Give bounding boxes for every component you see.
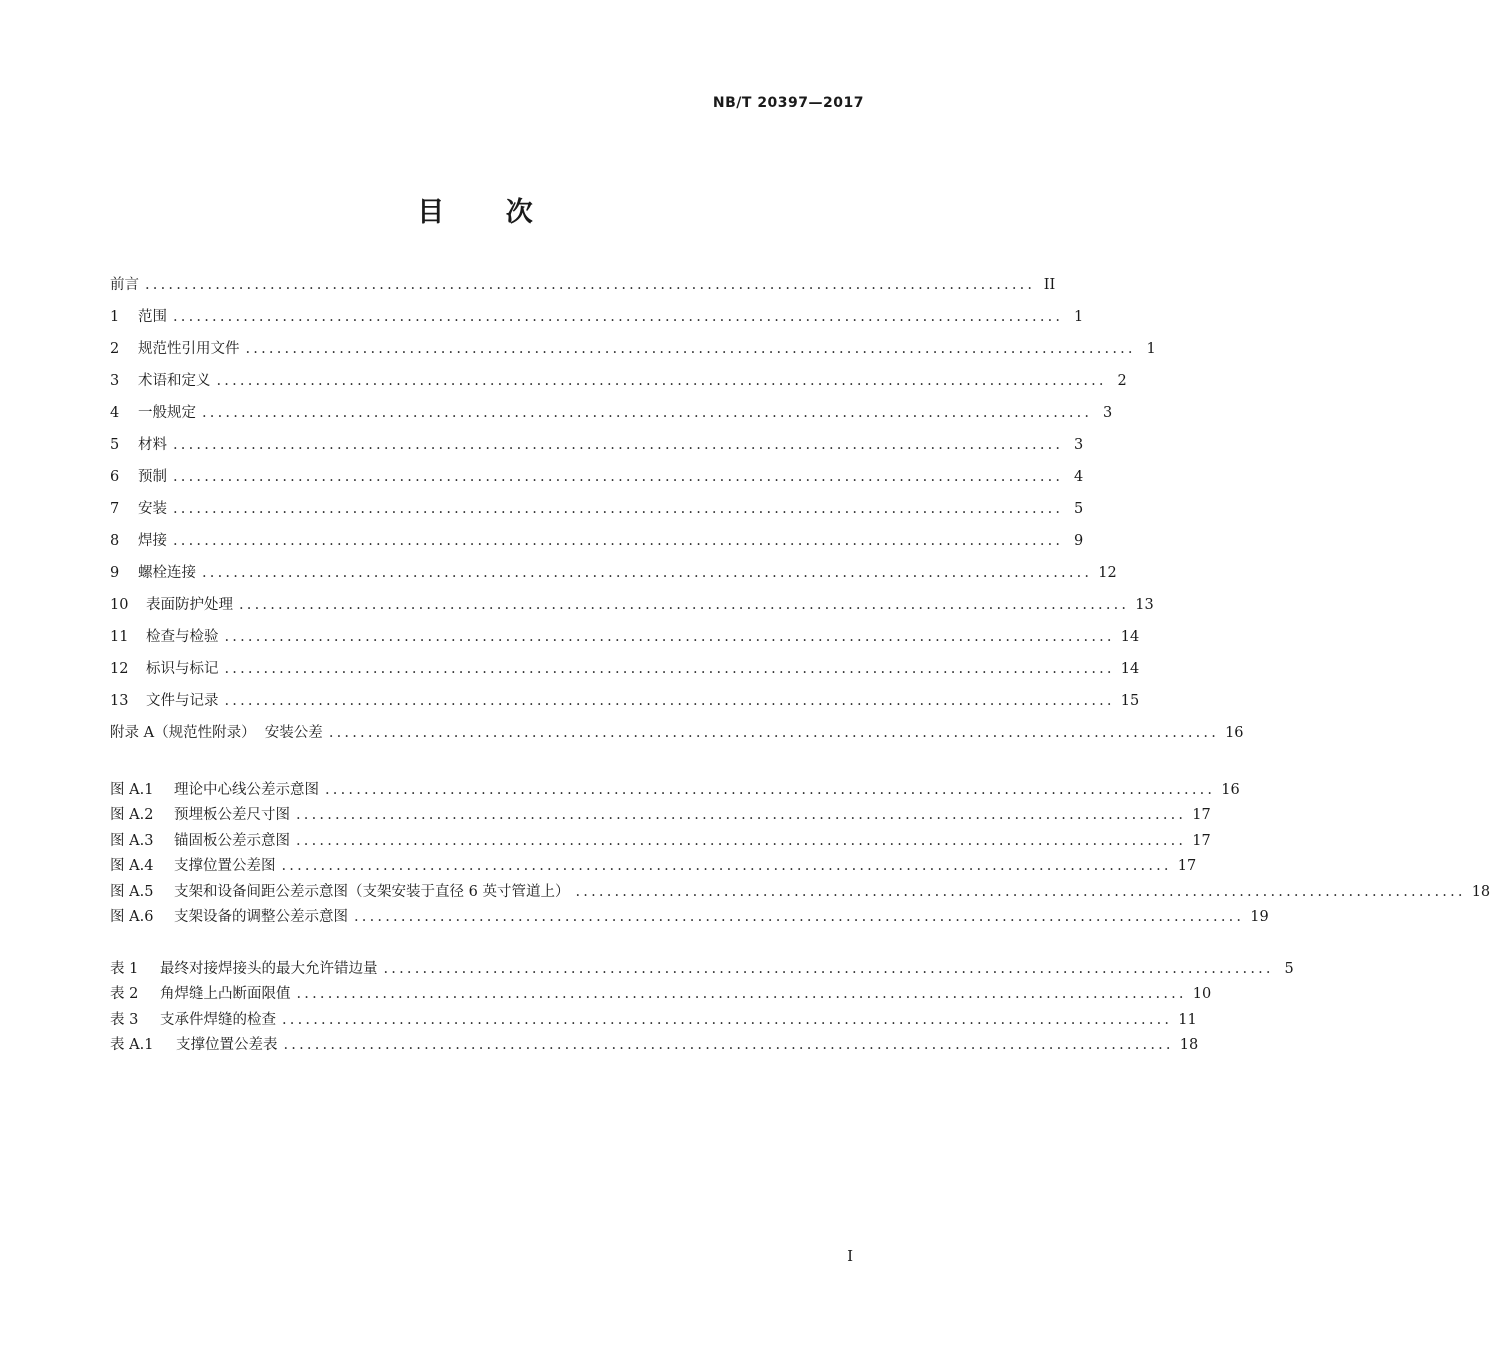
toc-entry[interactable]: 12 标识与标记 .................................................................................................................. 14: [110, 661, 1140, 677]
toc-entry[interactable]: 13 文件与记录 .................................................................................................................. 15: [110, 693, 1140, 709]
table-entry[interactable]: 表 2 角焊缝上凸断面限值 .................................................................................................................. 10: [110, 986, 1212, 1002]
standard-code: NB/T 20397—2017: [712, 95, 864, 111]
table-entry[interactable]: 表 3 支承件焊缝的检查 .................................................................................................................. 11: [110, 1012, 1197, 1028]
toc-entry[interactable]: 5 材料 .................................................................................................................. 3: [110, 437, 1084, 453]
toc-entry[interactable]: 11 检查与检验 .................................................................................................................. 14: [110, 629, 1140, 645]
toc-entry[interactable]: 7 安装 .................................................................................................................. 5: [110, 501, 1084, 517]
figure-entry[interactable]: 图 A.3 锚固板公差示意图 .................................................................................................................. 17: [110, 833, 1211, 849]
page-title: 目 次: [417, 197, 559, 228]
figure-entry[interactable]: 图 A.1 理论中心线公差示意图 .................................................................................................................. 16: [110, 782, 1240, 798]
toc-entry-annex[interactable]: 附录 A（规范性附录） 安装公差 .................................................................................................................. 16: [110, 725, 1244, 741]
figure-entry[interactable]: 图 A.2 预埋板公差尺寸图 .................................................................................................................. 17: [110, 807, 1211, 823]
toc-entry[interactable]: 10 表面防护处理 .................................................................................................................. 13: [110, 597, 1154, 613]
figure-entry[interactable]: 图 A.5 支架和设备间距公差示意图（支架安装于直径 6 英寸管道上） .................................................................................................................. 18: [110, 884, 1490, 900]
page-number: I: [847, 1247, 853, 1265]
toc-entry[interactable]: 2 规范性引用文件 .................................................................................................................. 1: [110, 341, 1156, 357]
figure-entry[interactable]: 图 A.4 支撑位置公差图 .................................................................................................................. 17: [110, 858, 1197, 874]
toc-entry[interactable]: 6 预制 .................................................................................................................. 4: [110, 469, 1084, 485]
toc-entry[interactable]: 前言 .................................................................................................................. II: [110, 277, 1056, 293]
figure-entry[interactable]: 图 A.6 支架设备的调整公差示意图 .................................................................................................................. 19: [110, 909, 1269, 925]
toc-entry[interactable]: 9 螺栓连接 .................................................................................................................. 12: [110, 565, 1117, 581]
toc-entry[interactable]: 1 范围 .................................................................................................................. 1: [110, 309, 1084, 325]
toc-entry[interactable]: 3 术语和定义 .................................................................................................................. 2: [110, 373, 1127, 389]
table-entry[interactable]: 表 1 最终对接焊接头的最大允许错边量 .................................................................................................................. 5: [110, 961, 1294, 977]
table-entry[interactable]: 表 A.1 支撑位置公差表 .................................................................................................................. 18: [110, 1037, 1199, 1053]
toc-entry[interactable]: 4 一般规定 .................................................................................................................. 3: [110, 405, 1113, 421]
toc-entry[interactable]: 8 焊接 .................................................................................................................. 9: [110, 533, 1084, 549]
